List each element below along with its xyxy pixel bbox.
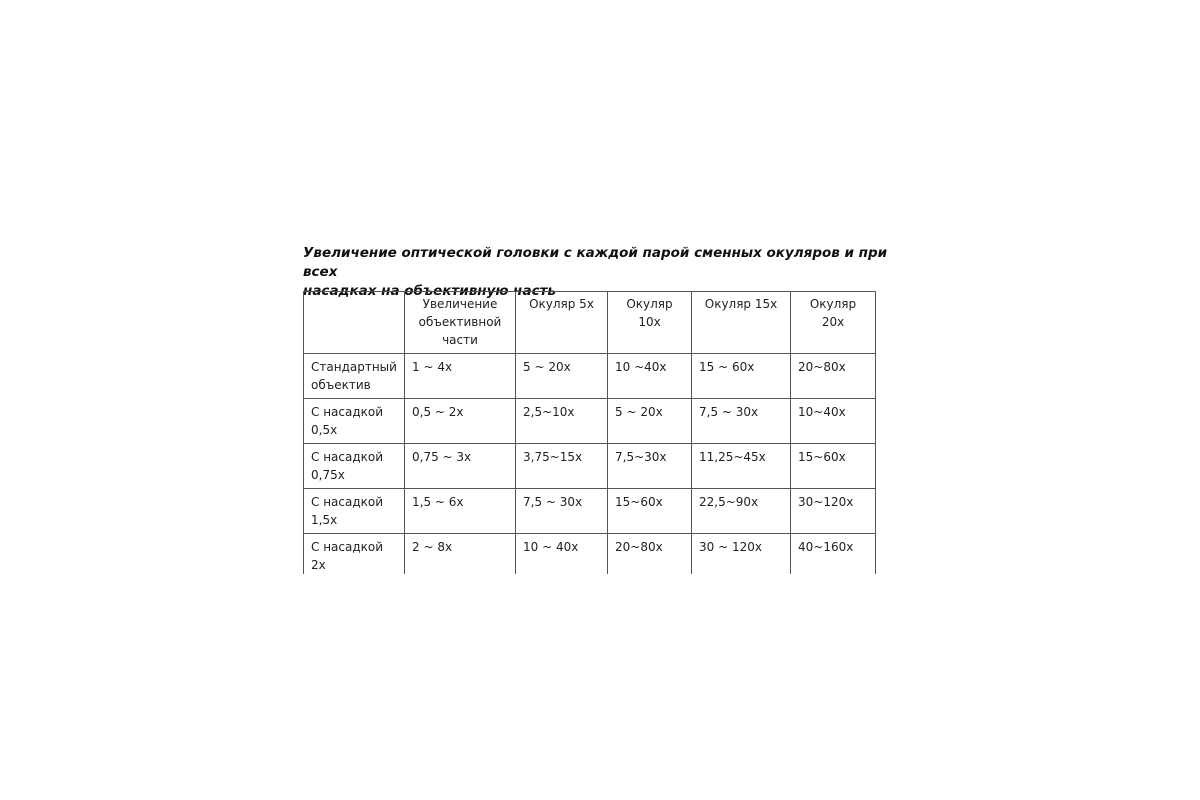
table-row <box>304 489 876 534</box>
table-caption: Увеличение оптической головки с каждой парой сменных окуляров и при всех насадках на объективную часть <box>303 245 888 299</box>
row-label: С насадкой 0,75х <box>304 444 405 489</box>
table-cell: 7,5~30х <box>608 444 692 489</box>
table-cell: 5 ~ 20х <box>608 399 692 444</box>
table-cell: 10 ~ 40х <box>516 534 608 575</box>
row-label: Стандартный объектив <box>304 354 405 399</box>
table-cell: 20~80х <box>608 534 692 575</box>
table-cell: 1 ~ 4х <box>405 354 516 399</box>
table-cell: 1,5 ~ 6х <box>405 489 516 534</box>
table-header-row <box>304 292 876 354</box>
header-cell-eyepiece-15x: Окуляр 15х <box>692 292 791 354</box>
table-cell: 30 ~ 120х <box>692 534 791 575</box>
magnification-table <box>303 291 876 574</box>
table-row <box>304 399 876 444</box>
header-cell-objective-magnification: Увеличение объективной части <box>405 292 516 354</box>
header-cell-empty <box>304 292 405 354</box>
table-cell: 2 ~ 8х <box>405 534 516 575</box>
table-cell: 7,5 ~ 30х <box>516 489 608 534</box>
table-row <box>304 444 876 489</box>
table-cell: 3,75~15х <box>516 444 608 489</box>
table-cell: 15~60х <box>608 489 692 534</box>
table-cell: 20~80х <box>791 354 876 399</box>
table-cell: 11,25~45х <box>692 444 791 489</box>
table-cell: 40~160х <box>791 534 876 575</box>
table-cell: 22,5~90х <box>692 489 791 534</box>
row-label: С насадкой 2х <box>304 534 405 575</box>
table-cell: 15~60х <box>791 444 876 489</box>
table-row <box>304 534 876 575</box>
header-cell-eyepiece-20x: Окуляр 20х <box>791 292 876 354</box>
header-cell-eyepiece-5x: Окуляр 5х <box>516 292 608 354</box>
header-cell-eyepiece-10x: Окуляр 10х <box>608 292 692 354</box>
table-cell: 0,75 ~ 3х <box>405 444 516 489</box>
table-cell: 30~120х <box>791 489 876 534</box>
row-label: С насадкой 0,5х <box>304 399 405 444</box>
table-cell: 5 ~ 20х <box>516 354 608 399</box>
table-cell: 0,5 ~ 2х <box>405 399 516 444</box>
table-cell: 10~40х <box>791 399 876 444</box>
table-row <box>304 354 876 399</box>
table-cell: 15 ~ 60х <box>692 354 791 399</box>
table-cell: 7,5 ~ 30х <box>692 399 791 444</box>
table-cell: 2,5~10х <box>516 399 608 444</box>
row-label: С насадкой 1,5х <box>304 489 405 534</box>
table-cell: 10 ~40х <box>608 354 692 399</box>
